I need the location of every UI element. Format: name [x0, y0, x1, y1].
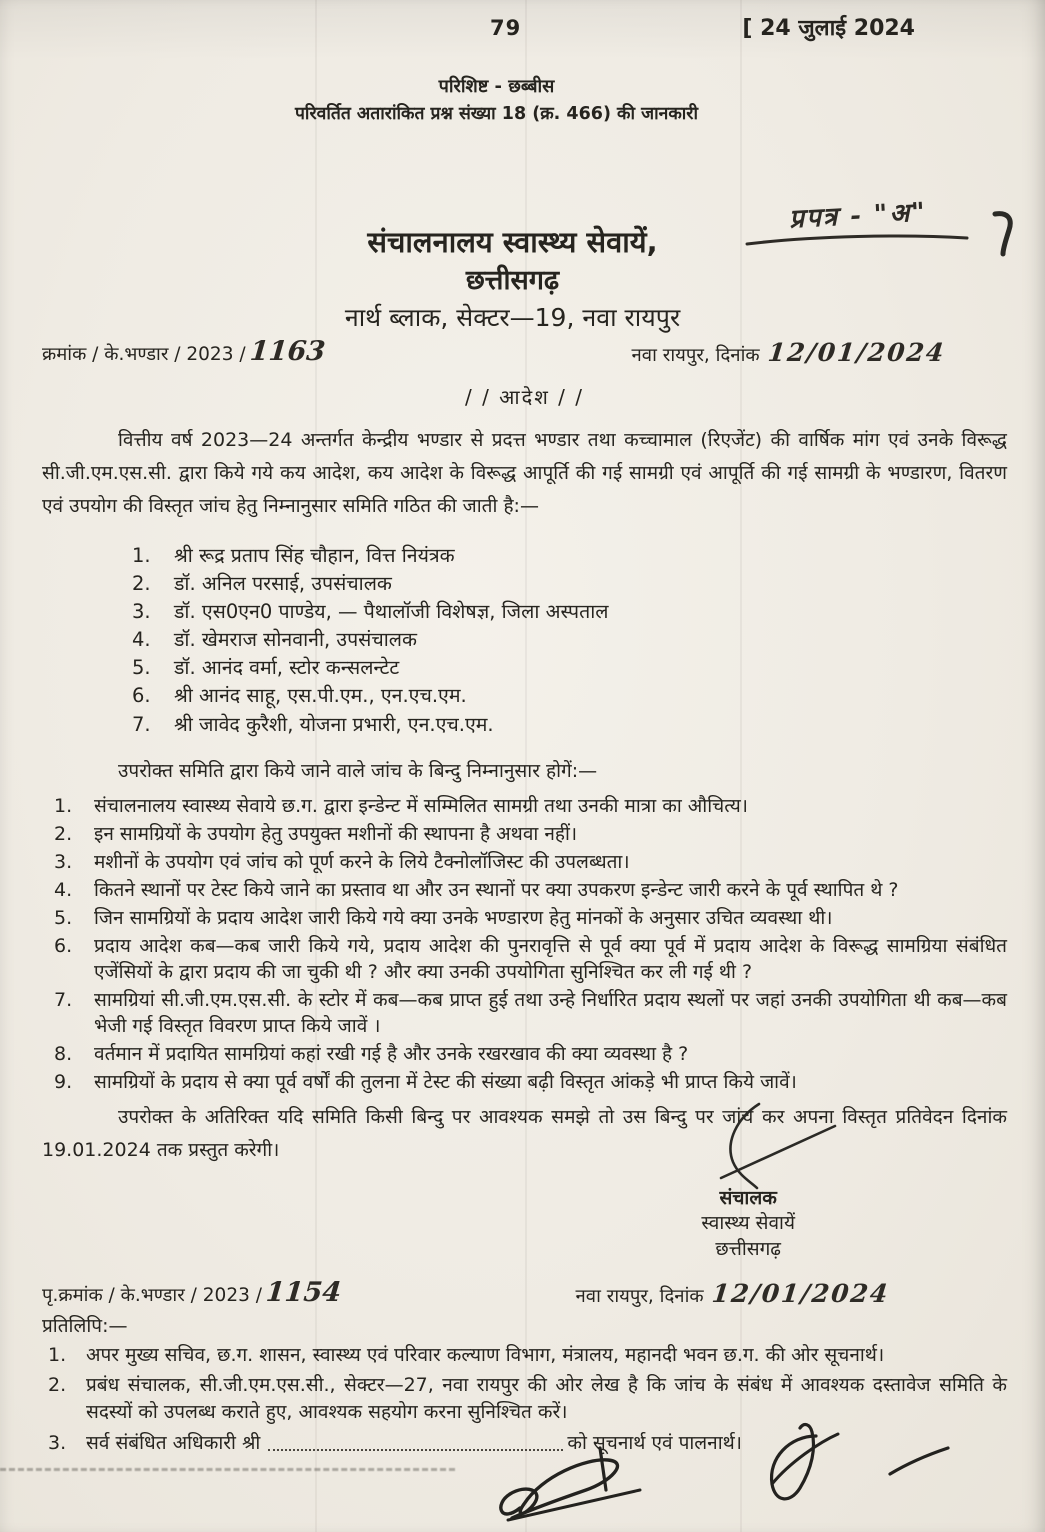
- order-heading: / / आदेश / /: [464, 384, 585, 409]
- inquiry-point: कितने स्थानों पर टेस्ट किये जाने का प्रस्ताव था और उन स्थानों पर क्या उपकरण इन्डेन्ट जारी करने के पूर्व स्थापित थे ?: [94, 878, 899, 901]
- signatory-state: छत्तीसगढ़: [715, 1238, 781, 1261]
- endorsement-number-label: पृ.क्रमांक / के.भण्डार / 2023 /: [42, 1284, 262, 1306]
- copy-item: प्रबंध संचालक, सी.जी.एम.एस.सी., सेक्टर—27, नवा रायपुर की ओर लेख है कि जांच के संबंध में आवश्यक दस्तावेज समिति के सदस्यों को उपलब्ध कराते हुए, आवश्यक सहयोग करना सुनिश्चित करें।: [86, 1374, 1007, 1423]
- appendix-heading: [14, 74, 979, 125]
- appendix-title: परिशिष्ट - छब्बीस: [438, 76, 555, 97]
- form-annotation-text: प्रपत्र - "अ": [788, 197, 928, 235]
- letterhead-address: नार्थ ब्लाक, सेक्टर—19, नवा रायपुर: [344, 302, 681, 332]
- inquiry-point: संचालनालय स्वास्थ्य सेवाये छ.ग. द्वारा इन्डेन्ट में सम्मिलित सामग्री तथा उनकी मात्रा का औचित्य।: [94, 794, 748, 817]
- signatory-org: स्वास्थ्य सेवायें: [701, 1212, 795, 1235]
- endorsement-row: [42, 1277, 1007, 1308]
- signature-block: [701, 1186, 795, 1263]
- inquiry-point: मशीनों के उपयोग एवं जांच को पूर्ण करने के लिये टैक्नोलॉजिस्ट की उपलब्धता।: [94, 850, 630, 873]
- copy-item-prefix: सर्व संबंधित अधिकारी श्री: [86, 1431, 261, 1454]
- bottom-signatures: [470, 1428, 1030, 1528]
- copy-item-suffix: को सूचनार्थ एवं पालनार्थ।: [567, 1431, 742, 1454]
- inquiry-point: वर्तमान में प्रदायित सामग्रियां कहां रखी गई है और उनके रखरखाव की क्या व्यवस्था है ?: [94, 1042, 689, 1065]
- ref-place-date-label: नवा रायपुर, दिनांक: [631, 344, 760, 366]
- inquiry-point: प्रदाय आदेश कब—कब जारी किये गये, प्रदाय आदेश की पुनरावृत्ति से पूर्व क्या पूर्व में प्रदाय आदेश के विरूद्ध सामग्रिया संबंधित एजेंसियों के द्वारा प्रदाय की जा चुकी थी ? और क्या उनकी उपयोगिता सुनिश्चित कर ली गई थी ?: [94, 934, 1007, 983]
- page-number: 79: [490, 16, 522, 40]
- intro-paragraph: वित्तीय वर्ष 2023—24 अन्तर्गत केन्द्रीय भण्डार से प्रदत्त भण्डार तथा कच्चामाल (रिएजेंट) की वार्षिक मांग एवं उनके विरूद्ध सी.जी.एम.एस.सी. द्वारा किये गये कय आदेश, कय आदेश के विरूद्ध आपूर्ति की गई सामग्री एवं आपूर्ति की गई सामग्री के भण्डारण, वितरण एवं उपयोग की विस्तृत जांच हेतु निम्नानुसार समिति गठित की जाती है:—: [42, 428, 1007, 517]
- header-date: [ 24 जुलाई 2024: [742, 16, 915, 41]
- form-annotation: [743, 196, 973, 250]
- appendix-subtitle: परिवर्तित अतारांकित प्रश्न संख्या 18 (क्र. 466) की जानकारी: [294, 104, 698, 124]
- closing-paragraph: उपरोक्त के अतिरिक्त यदि समिति किसी बिन्दु पर आवश्यक समझे तो उस बिन्दु पर जांच कर अपना विस्तृत प्रतिवेदन दिनांक 19.01.2024 तक प्रस्तुत करेगी।: [42, 1105, 1007, 1161]
- letterhead-state: छत्तीसगढ़: [465, 265, 560, 297]
- bottom-signature-left-icon: [490, 1438, 710, 1528]
- committee-list: [132, 542, 1007, 739]
- endorsement-date-handwritten: 12/01/2024: [710, 1278, 891, 1308]
- inquiry-point: जिन सामग्रियों के प्रदाय आदेश जारी किये गये क्या उनके भण्डारण हेतु मांनकों के अनुसार उचित व्यवस्था थी।: [94, 906, 833, 929]
- committee-member: डॉ. खेमराज सोनवानी, उपसंचालक: [174, 628, 417, 652]
- inquiry-point: सामग्रियां सी.जी.एम.एस.सी. के स्टोर में कब—कब प्राप्त हुई तथा उन्हे निर्धारित प्रदाय स्थलों पर जहां उनकी उपयोगिता थी कब—कब भेजी गई विस्तृत विवरण प्राप्त किये जावें ।: [94, 988, 1007, 1037]
- letterhead-department: संचालनालय स्वास्थ्य सेवायें,: [367, 225, 658, 259]
- committee-member: डॉ. अनिल परसाई, उपसंचालक: [174, 572, 392, 596]
- scan-artifact-line: [0, 1468, 455, 1471]
- committee-member: डॉ. एस0एन0 पाण्डेय, — पैथालॉजी विशेषज्ञ, जिला अस्पताल: [174, 600, 609, 624]
- signatory-title: संचालक: [719, 1186, 777, 1209]
- pen-mark-icon: [991, 208, 1017, 258]
- points-intro: उपरोक्त समिति द्वारा किये जाने वाले जांच के बिन्दु निम्नानुसार होगें:—: [118, 759, 598, 782]
- endorsement-number-handwritten: 1154: [264, 1276, 343, 1308]
- reference-row: [42, 336, 1007, 367]
- inquiry-point: इन सामग्रियों के उपयोग हेतु उपयुक्त मशीनों की स्थापना है अथवा नहीं।: [94, 822, 578, 845]
- ref-number-handwritten: 1163: [248, 335, 327, 367]
- inquiry-points-list: [42, 793, 1007, 1095]
- copy-item: अपर मुख्य सचिव, छ.ग. शासन, स्वास्थ्य एवं परिवार कल्याण विभाग, मंत्रालय, महानदी भवन छ.ग. की ओर सूचनार्थ।: [86, 1343, 885, 1366]
- bottom-signature-right-icon: [720, 1418, 980, 1518]
- committee-member: श्री जावेद कुरैशी, योजना प्रभारी, एन.एच.एम.: [174, 712, 494, 736]
- ref-number-label: क्रमांक / के.भण्डार / 2023 /: [42, 343, 246, 365]
- committee-member: श्री आनंद साहू, एस.पी.एम., एन.एच.एम.: [174, 684, 467, 708]
- endorsement-place-date-label: नवा रायपुर, दिनांक: [575, 1285, 704, 1307]
- ref-date-handwritten: 12/01/2024: [766, 337, 947, 367]
- inquiry-point: सामग्रियों के प्रदाय से क्या पूर्व वर्षों की तुलना में टेस्ट की संख्या बढ़ी विस्तृत आंकड़े भी प्राप्त किये जावें।: [94, 1070, 797, 1093]
- page-header: [42, 10, 1007, 48]
- committee-member: डॉ. आनंद वर्मा, स्टोर कन्सलन्टेट: [174, 656, 400, 680]
- copies-label: प्रतिलिपि:—: [42, 1314, 128, 1337]
- committee-member: श्री रूद्र प्रताप सिंह चौहान, वित्त नियंत्रक: [174, 544, 455, 568]
- signature-scribble-icon: [707, 1100, 857, 1195]
